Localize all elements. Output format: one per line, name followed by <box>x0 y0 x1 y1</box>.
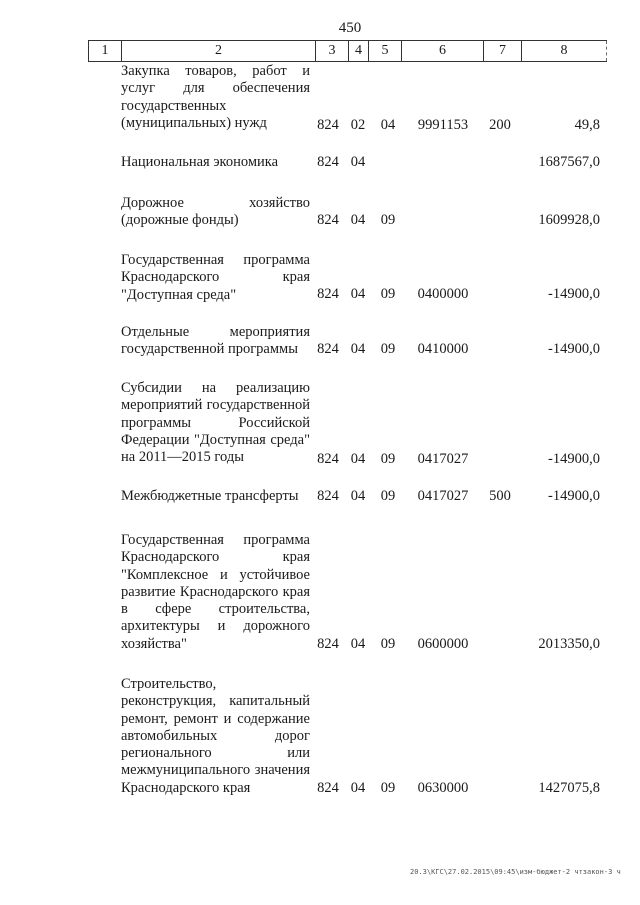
cell-col-6: 0600000 <box>417 636 469 652</box>
page-number: 450 <box>338 20 362 36</box>
cell-col-4: 04 <box>350 212 366 228</box>
cell-col-6: 0410000 <box>417 341 469 357</box>
cell-col-5: 04 <box>380 117 396 133</box>
header-col-7: 7 <box>483 41 521 61</box>
row-description: Строительство, реконструкция, капитальный ремонт, ремонт и содержание автомобильных дорог регионального или межмуниципального значения Краснодарского края <box>121 676 310 796</box>
cell-col-4: 04 <box>350 341 366 357</box>
table-header <box>88 40 607 62</box>
row-description: Государственная программа Краснодарского края "Комплексное и устойчивое развитие Краснодарского края в сфере строительства, архитектуры и дорожного хозяйства" <box>121 532 310 652</box>
cell-col-8: 1687567,0 <box>538 154 600 170</box>
row-description: Субсидии на реализацию мероприятий государственной программы Российской Федерации "Доступная среда" на 2011—2015 годы <box>121 380 310 466</box>
header-col-8: 8 <box>521 41 607 61</box>
cell-col-8: -14900,0 <box>548 286 600 302</box>
cell-col-4: 02 <box>350 117 366 133</box>
cell-col-3: 824 <box>317 488 339 504</box>
cell-col-4: 04 <box>350 488 366 504</box>
cell-col-7: 200 <box>489 117 511 133</box>
header-col-6: 6 <box>401 41 483 61</box>
cell-col-8: -14900,0 <box>548 451 600 467</box>
header-col-1: 1 <box>88 41 121 61</box>
cell-col-5: 09 <box>380 212 396 228</box>
cell-col-5: 09 <box>380 286 396 302</box>
cell-col-4: 04 <box>350 780 366 796</box>
row-description: Отдельные мероприятия государственной программы <box>121 324 310 358</box>
cell-col-7: 500 <box>489 488 511 504</box>
cell-col-4: 04 <box>350 286 366 302</box>
cell-col-3: 824 <box>317 780 339 796</box>
cell-col-8: -14900,0 <box>548 488 600 504</box>
header-col-4: 4 <box>348 41 368 61</box>
row-description: Национальная экономика <box>121 154 279 170</box>
cell-col-3: 824 <box>317 212 339 228</box>
cell-col-6: 0630000 <box>417 780 469 796</box>
cell-col-4: 04 <box>350 154 366 170</box>
cell-col-4: 04 <box>350 636 366 652</box>
row-description: Межбюджетные трансферты <box>121 488 299 504</box>
cell-col-5: 09 <box>380 341 396 357</box>
cell-col-3: 824 <box>317 451 339 467</box>
document-footer: 20.3\КГС\27.02.2015\09:45\изм-бюджет-2 чтзакон-3 ч <box>410 868 621 876</box>
cell-col-5: 09 <box>380 780 396 796</box>
cell-col-6: 9991153 <box>417 117 469 133</box>
header-col-2: 2 <box>121 41 315 61</box>
cell-col-6: 0417027 <box>417 488 469 504</box>
row-description: Государственная программа Краснодарского края "Доступная среда" <box>121 252 310 303</box>
cell-col-3: 824 <box>317 117 339 133</box>
cell-col-4: 04 <box>350 451 366 467</box>
header-col-3: 3 <box>315 41 348 61</box>
cell-col-5: 09 <box>380 488 396 504</box>
cell-col-8: 49,8 <box>574 117 600 133</box>
cell-col-8: -14900,0 <box>548 341 600 357</box>
cell-col-8: 1427075,8 <box>538 780 600 796</box>
cell-col-3: 824 <box>317 154 339 170</box>
cell-col-6: 0417027 <box>417 451 469 467</box>
header-col-5: 5 <box>368 41 401 61</box>
cell-col-5: 09 <box>380 451 396 467</box>
row-description: Дорожное хозяйство (дорожные фонды) <box>121 195 310 229</box>
cell-col-8: 1609928,0 <box>538 212 600 228</box>
cell-col-3: 824 <box>317 341 339 357</box>
cell-col-3: 824 <box>317 286 339 302</box>
cell-col-8: 2013350,0 <box>538 636 600 652</box>
cell-col-3: 824 <box>317 636 339 652</box>
cell-col-6: 0400000 <box>417 286 469 302</box>
row-description: Закупка товаров, работ и услуг для обеспечения государственных (муниципальных) нужд <box>121 63 310 131</box>
cell-col-5: 09 <box>380 636 396 652</box>
